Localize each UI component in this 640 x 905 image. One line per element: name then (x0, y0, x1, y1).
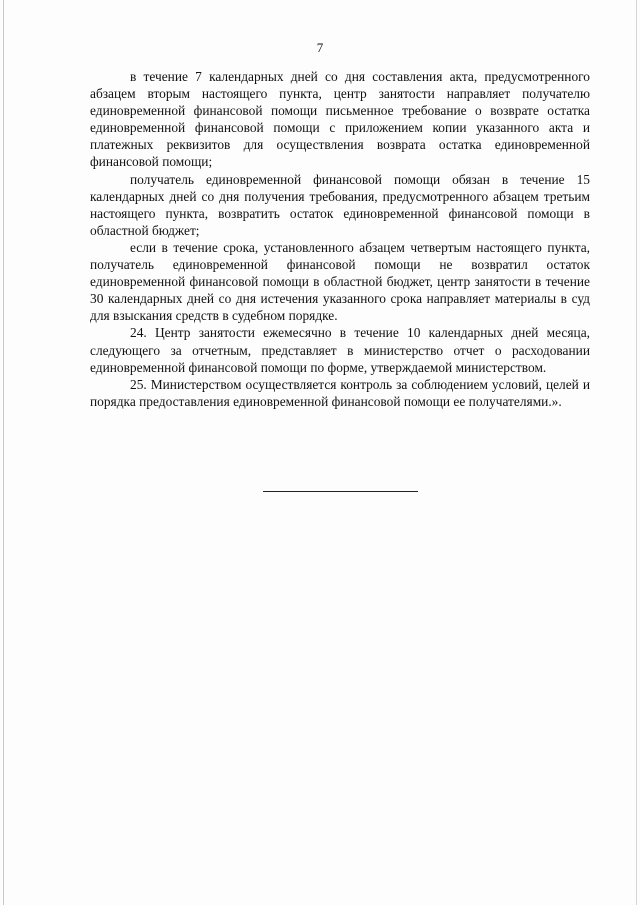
page-edge-right (636, 0, 637, 905)
page-number: 7 (316, 40, 324, 55)
paragraph-return-deadline: получатель единовременной финансовой помощи обязан в течение 15 календарных дней со дня получения требования, предусмотренного абзацем третьим настоящего пункта, возвратить остаток единовременной финансовой помощи в областной бюджет; (90, 171, 590, 238)
paragraph-item-24: 24. Центр занятости ежемесячно в течение 10 календарных дней месяца, следующего за отчетным, представляет в министерство отчет о расходовании единовременной финансовой помощи по форме, утверждаемой министерством. (90, 325, 590, 375)
paragraph-item-25: 25. Министерством осуществляется контроль за соблюдением условий, целей и порядка предоставления единовременной финансовой помощи ее получателями.». (90, 376, 590, 409)
paragraph-court-referral: если в течение срока, установленного абзацем четвертым настоящего пункта, получатель единовременной финансовой помощи не возвратил остаток единовременной финансовой помощи в областной бюджет, центр занятости в течение 30 календарных дней со дня истечения указанного срока направляет материалы в суд для взыскания средств в судебном порядке. (90, 239, 590, 324)
closing-divider-line (263, 491, 418, 492)
document-body (90, 68, 590, 410)
paragraph-return-requirement: в течение 7 календарных дней со дня составления акта, предусмотренного абзацем вторым настоящего пункта, центр занятости направляет получателю единовременной финансовой помощи письменное требование о возврате остатка единовременной финансовой помощи с приложением копии указанного акта и платежных реквизитов для осуществления возврата остатка единовременной финансовой помощи; (90, 69, 590, 170)
page-edge-left (3, 0, 4, 905)
